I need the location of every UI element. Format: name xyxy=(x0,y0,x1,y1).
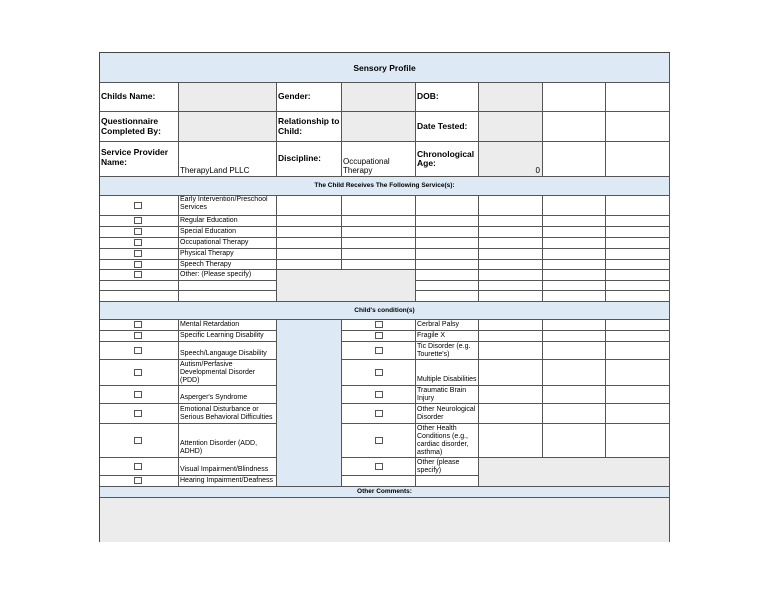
condition-grid-cell xyxy=(479,386,543,404)
condition-check-cell xyxy=(100,331,179,342)
comments-heading: Other Comments: xyxy=(100,487,670,498)
gender-field[interactable] xyxy=(342,83,416,112)
service-grid-cell xyxy=(606,249,670,260)
condition-grid-cell xyxy=(606,404,670,424)
empty-cell xyxy=(179,281,277,291)
service-grid-cell xyxy=(277,260,342,270)
service-check-cell xyxy=(100,260,179,270)
service-grid-cell xyxy=(543,196,606,216)
service-grid-cell xyxy=(416,196,479,216)
condition-grid-cell xyxy=(606,320,670,331)
provider-label: Service Provider Name: xyxy=(100,142,179,177)
service-checkbox-early-intervention[interactable] xyxy=(134,202,142,209)
comments-field[interactable] xyxy=(100,498,670,542)
service-label: Special Education xyxy=(179,227,277,238)
childs-name-label: Childs Name: xyxy=(100,83,179,112)
condition-checkbox-cerebral-palsy[interactable] xyxy=(375,321,383,328)
service-grid-cell xyxy=(606,291,670,302)
condition-check-cell xyxy=(342,404,416,424)
condition-checkbox-speech-language[interactable] xyxy=(134,347,142,354)
condition-grid-cell xyxy=(543,331,606,342)
other-condition-specify-field[interactable] xyxy=(479,458,670,487)
condition-check-cell xyxy=(100,458,179,476)
empty-cell xyxy=(342,476,416,487)
condition-grid-cell xyxy=(543,342,606,360)
condition-label: Autism/Perfasive Developmental Disorder (PDD) xyxy=(179,360,277,386)
condition-label: Other (please specify) xyxy=(416,458,479,476)
discipline-value[interactable]: Occupational Therapy xyxy=(342,142,416,177)
condition-checkbox-visual-impairment[interactable] xyxy=(134,463,142,470)
condition-check-cell xyxy=(100,386,179,404)
service-grid-cell xyxy=(543,281,606,291)
questionnaire-label: Questionnaire Completed By: xyxy=(100,112,179,142)
service-grid-cell xyxy=(416,249,479,260)
empty-cell xyxy=(606,83,670,112)
condition-label: Multiple Disabilities xyxy=(416,360,479,386)
condition-checkbox-other-health[interactable] xyxy=(375,437,383,444)
service-label: Occupational Therapy xyxy=(179,238,277,249)
condition-label: Emotional Disturbance or Serious Behavioral Difficulties xyxy=(179,404,277,424)
condition-check-cell xyxy=(342,424,416,458)
condition-label: Tic Disorder (e.g. Tourette's) xyxy=(416,342,479,360)
service-grid-cell xyxy=(479,291,543,302)
condition-grid-cell xyxy=(479,360,543,386)
relationship-label: Relationship to Child: xyxy=(277,112,342,142)
condition-checkbox-mental-retardation[interactable] xyxy=(134,321,142,328)
service-grid-cell xyxy=(342,227,416,238)
condition-label: Specific Learning Disability xyxy=(179,331,277,342)
condition-label: Other Health Conditions (e.g., cardiac disorder, asthma) xyxy=(416,424,479,458)
service-grid-cell xyxy=(416,227,479,238)
service-check-cell xyxy=(100,216,179,227)
condition-label: Visual Impairment/Blindness xyxy=(179,458,277,476)
condition-label: Traumatic Brain Injury xyxy=(416,386,479,404)
condition-checkbox-emotional-disturbance[interactable] xyxy=(134,410,142,417)
service-check-cell xyxy=(100,238,179,249)
condition-checkbox-other[interactable] xyxy=(375,463,383,470)
condition-grid-cell xyxy=(479,320,543,331)
service-grid-cell xyxy=(342,260,416,270)
condition-checkbox-autism[interactable] xyxy=(134,369,142,376)
service-grid-cell xyxy=(479,249,543,260)
condition-checkbox-fragile-x[interactable] xyxy=(375,332,383,339)
condition-checkbox-neurological-disorder[interactable] xyxy=(375,410,383,417)
service-grid-cell xyxy=(416,216,479,227)
condition-label: Mental Retardation xyxy=(179,320,277,331)
service-grid-cell xyxy=(606,270,670,281)
condition-checkbox-multiple-disabilities[interactable] xyxy=(375,369,383,376)
condition-check-cell xyxy=(100,360,179,386)
condition-grid-cell xyxy=(479,342,543,360)
service-label: Speech Therapy xyxy=(179,260,277,270)
service-grid-cell xyxy=(543,291,606,302)
relationship-field[interactable] xyxy=(342,112,416,142)
condition-check-cell xyxy=(342,386,416,404)
service-grid-cell xyxy=(416,281,479,291)
condition-label: Cerbral Palsy xyxy=(416,320,479,331)
empty-cell xyxy=(100,281,179,291)
service-check-cell xyxy=(100,227,179,238)
condition-grid-cell xyxy=(606,331,670,342)
conditions-heading: Child's condition(s) xyxy=(100,302,670,320)
service-grid-cell xyxy=(342,196,416,216)
condition-check-cell xyxy=(100,320,179,331)
condition-check-cell xyxy=(100,424,179,458)
condition-grid-cell xyxy=(479,424,543,458)
service-grid-cell xyxy=(543,216,606,227)
empty-cell xyxy=(100,291,179,302)
service-grid-cell xyxy=(543,227,606,238)
condition-grid-cell xyxy=(606,342,670,360)
condition-label: Other Neurological Disorder xyxy=(416,404,479,424)
condition-label: Asperger's Syndrome xyxy=(179,386,277,404)
service-grid-cell xyxy=(277,227,342,238)
condition-check-cell xyxy=(100,342,179,360)
condition-check-cell xyxy=(342,342,416,360)
condition-check-cell xyxy=(342,360,416,386)
condition-grid-cell xyxy=(543,424,606,458)
service-grid-cell xyxy=(416,260,479,270)
service-checkbox-other[interactable] xyxy=(134,271,142,278)
condition-check-cell xyxy=(342,320,416,331)
provider-value[interactable]: TherapyLand PLLC xyxy=(179,142,277,177)
date-tested-label: Date Tested: xyxy=(416,112,479,142)
service-grid-cell xyxy=(416,291,479,302)
childs-name-field[interactable] xyxy=(179,83,277,112)
condition-grid-cell xyxy=(543,386,606,404)
questionnaire-field[interactable] xyxy=(179,112,277,142)
service-grid-cell xyxy=(479,270,543,281)
service-grid-cell xyxy=(342,249,416,260)
service-grid-cell xyxy=(606,281,670,291)
service-grid-cell xyxy=(277,216,342,227)
condition-grid-cell xyxy=(543,320,606,331)
service-grid-cell xyxy=(277,249,342,260)
service-grid-cell xyxy=(606,238,670,249)
service-grid-cell xyxy=(479,227,543,238)
service-grid-cell xyxy=(479,216,543,227)
service-grid-cell xyxy=(277,196,342,216)
condition-checkbox-tic-disorder[interactable] xyxy=(375,347,383,354)
service-label: Early Intervention/Preschool Services xyxy=(179,196,277,216)
service-grid-cell xyxy=(479,196,543,216)
condition-check-cell xyxy=(100,404,179,424)
condition-checkbox-hearing-impairment[interactable] xyxy=(134,477,142,484)
service-checkbox-physical-therapy[interactable] xyxy=(134,250,142,257)
service-grid-cell xyxy=(543,260,606,270)
service-grid-cell xyxy=(342,238,416,249)
date-tested-field[interactable] xyxy=(479,112,543,142)
condition-checkbox-aspergers[interactable] xyxy=(134,391,142,398)
condition-grid-cell xyxy=(606,424,670,458)
service-checkbox-regular-education[interactable] xyxy=(134,217,142,224)
condition-checkbox-learning-disability[interactable] xyxy=(134,332,142,339)
condition-label: Hearing Impairment/Deafness xyxy=(179,476,277,487)
service-grid-cell xyxy=(479,260,543,270)
service-label: Other: (Please specify) xyxy=(179,270,277,281)
condition-checkbox-traumatic-brain-injury[interactable] xyxy=(375,391,383,398)
service-checkbox-occupational-therapy[interactable] xyxy=(134,239,142,246)
service-grid-cell xyxy=(543,238,606,249)
dob-label: DOB: xyxy=(416,83,479,112)
dob-field[interactable] xyxy=(479,83,543,112)
service-grid-cell xyxy=(479,281,543,291)
service-grid-cell xyxy=(416,238,479,249)
service-grid-cell xyxy=(606,216,670,227)
condition-grid-cell xyxy=(543,404,606,424)
empty-cell xyxy=(543,83,606,112)
service-check-cell xyxy=(100,196,179,216)
condition-check-cell xyxy=(342,331,416,342)
form-title: Sensory Profile xyxy=(100,53,670,83)
condition-label: Fragile X xyxy=(416,331,479,342)
service-grid-cell xyxy=(479,238,543,249)
service-grid-cell xyxy=(606,196,670,216)
condition-checkbox-attention-disorder[interactable] xyxy=(134,437,142,444)
service-check-cell xyxy=(100,249,179,260)
service-checkbox-special-education[interactable] xyxy=(134,228,142,235)
condition-label: Attention Disorder (ADD, ADHD) xyxy=(179,424,277,458)
service-check-cell xyxy=(100,270,179,281)
empty-cell xyxy=(416,476,479,487)
condition-grid-cell xyxy=(543,360,606,386)
condition-check-cell xyxy=(342,458,416,476)
service-grid-cell xyxy=(416,270,479,281)
empty-cell xyxy=(179,291,277,302)
chrono-age-label: Chronological Age: xyxy=(416,142,479,177)
condition-grid-cell xyxy=(479,331,543,342)
service-grid-cell xyxy=(277,238,342,249)
discipline-label: Discipline: xyxy=(277,142,342,177)
service-grid-cell xyxy=(543,270,606,281)
condition-label: Speech/Langauge Disability xyxy=(179,342,277,360)
empty-cell xyxy=(543,142,606,177)
services-heading: The Child Receives The Following Service(s): xyxy=(100,177,670,196)
service-grid-cell xyxy=(606,227,670,238)
condition-grid-cell xyxy=(606,360,670,386)
empty-cell xyxy=(606,112,670,142)
service-checkbox-speech-therapy[interactable] xyxy=(134,261,142,268)
service-label: Physical Therapy xyxy=(179,249,277,260)
gender-label: Gender: xyxy=(277,83,342,112)
service-label: Regular Education xyxy=(179,216,277,227)
other-service-specify-field[interactable] xyxy=(277,270,416,302)
chrono-age-value: 0 xyxy=(479,142,543,177)
condition-check-cell xyxy=(100,476,179,487)
condition-grid-cell xyxy=(606,386,670,404)
service-grid-cell xyxy=(606,260,670,270)
empty-cell xyxy=(606,142,670,177)
service-grid-cell xyxy=(342,216,416,227)
conditions-spacer xyxy=(277,320,342,487)
condition-grid-cell xyxy=(479,404,543,424)
sensory-profile-form xyxy=(99,52,670,542)
service-grid-cell xyxy=(543,249,606,260)
empty-cell xyxy=(543,112,606,142)
